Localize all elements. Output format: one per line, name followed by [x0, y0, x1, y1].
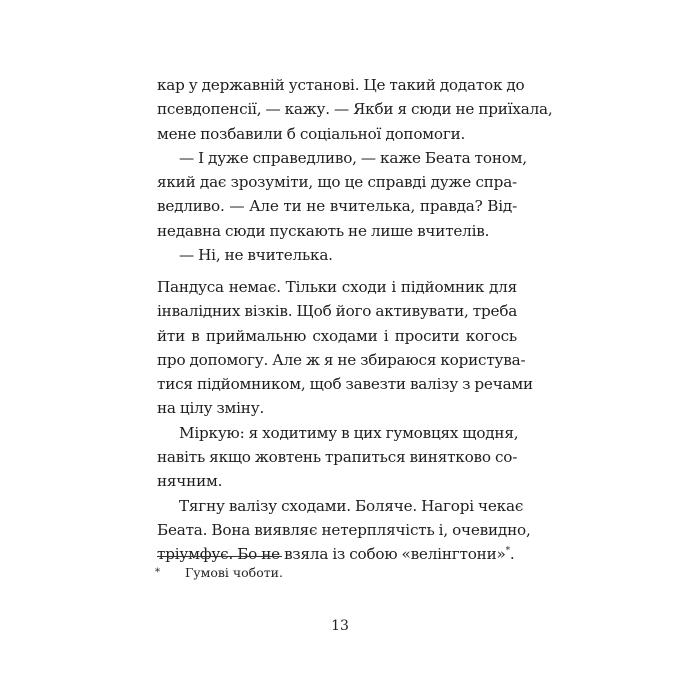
footnote-reference: * [505, 546, 510, 557]
text-line: про допомогу. Але ж я не збираюся користува- [157, 350, 526, 369]
text-line-content: тріумфує. Бо не взяла із собою «велінгтони» [157, 545, 506, 564]
text-line: мене позбавили б соціальної допомоги. [157, 124, 466, 143]
text-line: — Ні, не вчителька. [179, 246, 333, 265]
text-line: — І дуже справедливо, — каже Беата тоном, [179, 148, 527, 167]
text-line: Пандуса немає. Тільки сходи і підйомник для [157, 278, 517, 296]
text-line: навіть якщо жовтень трапиться винятково со- [157, 448, 518, 467]
text-line: йти в приймальню сходами і просити когось [157, 326, 517, 345]
text-line: Беата. Вона виявляє нетерплячість і, очевидно, [157, 520, 531, 539]
footnote-mark: * [155, 567, 160, 578]
footnote [155, 564, 283, 582]
text-line: інвалідних візків. Щоб його активувати, треба [157, 302, 518, 321]
text-line: на цілу зміну. [157, 399, 265, 418]
text-line: псевдопенсії, — кажу. — Якби я сюди не приїхала, [157, 100, 553, 119]
text-line: ведливо. — Але ти не вчителька, правда? Від- [157, 197, 517, 216]
text-line: Міркую: я ходитиму в цих гумовцях щодня, [179, 423, 519, 442]
text-line-with-footnote: тріумфує. Бо не взяла із собою «велінгтони»*. [157, 545, 515, 564]
text-line: нячним. [157, 472, 223, 491]
text-line: тися підйомником, щоб завезти валізу з речами [157, 375, 533, 394]
text-line: Тягну валізу сходами. Боляче. Нагорі чекає [179, 496, 524, 515]
text-line: кар у державній установі. Це такий додаток до [157, 76, 525, 94]
footnote-divider [157, 556, 282, 557]
page-number: 13 [331, 618, 349, 634]
text-line: який дає зрозуміти, що це справді дуже спра- [157, 173, 517, 192]
text-block-dialogue [157, 73, 553, 267]
text-block-narrative [157, 275, 533, 567]
text-line: недавна сюди пускають не лише вчителів. [157, 221, 490, 240]
footnote-text: Гумові чоботи. [185, 565, 283, 580]
